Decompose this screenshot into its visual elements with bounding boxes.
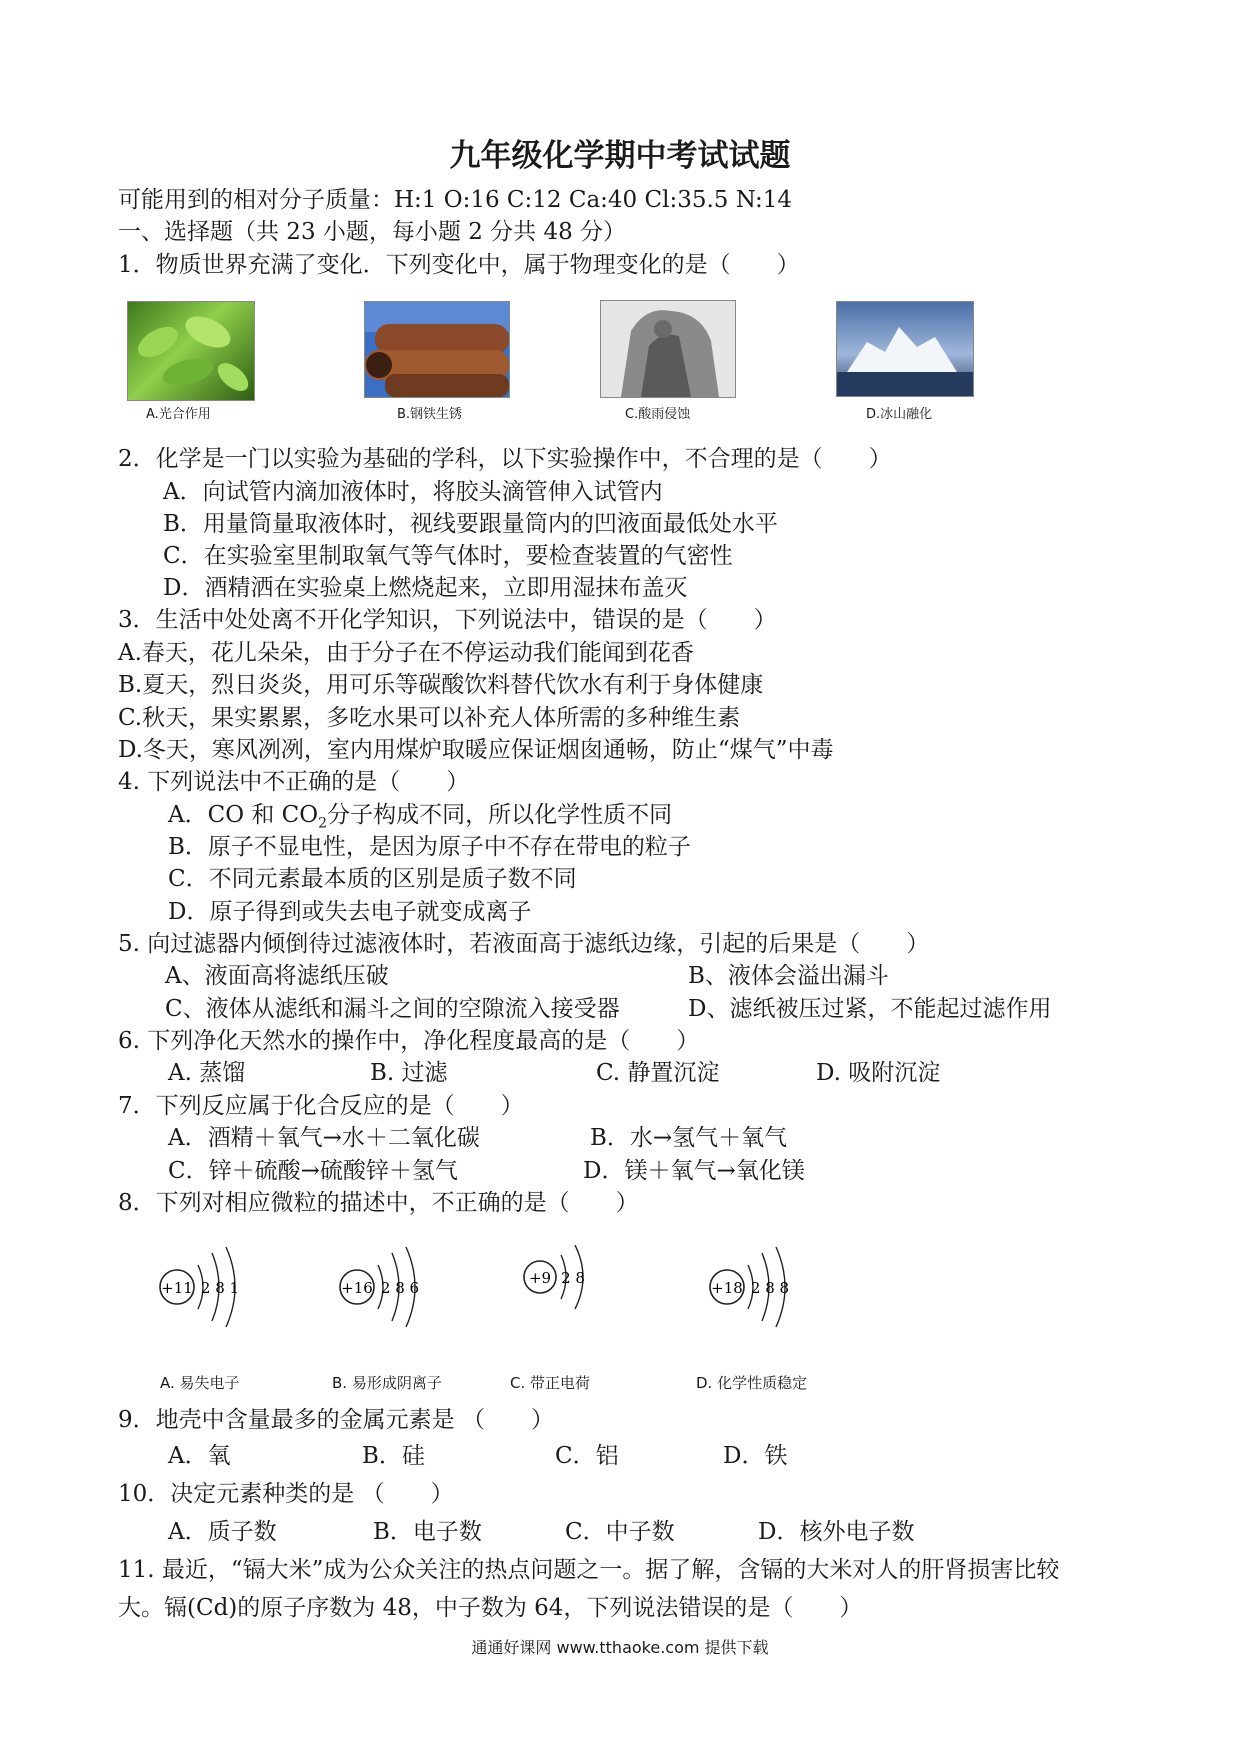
q2-option-d: D．酒精洒在实验桌上燃烧起来，立即用湿抹布盖灭 [163, 575, 688, 601]
q3-stem: 3．生活中处处离不开化学知识，下列说法中，错误的是（ ） [118, 607, 777, 633]
q3-option-b: B.夏天，烈日炎炎，用可乐等碳酸饮料替代饮水有利于身体健康 [118, 672, 764, 698]
q6-stem: 6. 下列净化天然水的操作中，净化程度最高的是（ ） [118, 1028, 700, 1054]
q11-line-1: 11. 最近，“镉大米”成为公众关注的热点问题之一。据了解，含镉的大米对人的肝肾损害比较 [118, 1557, 1060, 1583]
q9-option-d: D．铁 [723, 1443, 788, 1469]
atom-diagram-d [700, 1245, 810, 1330]
q8-caption-b: B. 易形成阴离子 [332, 1374, 442, 1392]
q10-option-d: D．核外电子数 [758, 1519, 915, 1545]
q10-option-a: A．质子数 [168, 1519, 277, 1545]
q11-line-2: 大。镉(Cd)的原子序数为 48，中子数为 64，下列说法错误的是（ ） [118, 1595, 863, 1621]
q2-stem: 2．化学是一门以实验为基础的学科，以下实验操作中，不合理的是（ ） [118, 446, 892, 472]
q1-caption-a: A.光合作用 [146, 407, 211, 422]
q8-caption-d: D. 化学性质稳定 [696, 1374, 808, 1392]
q1-caption-c: C.酸雨侵蚀 [625, 407, 691, 422]
rusty-pipes-icon [365, 302, 509, 397]
atom-b-shells: 2 8 6 [380, 1279, 420, 1297]
section-heading: 一、选择题（共 23 小题，每小题 2 分共 48 分） [118, 219, 627, 245]
q6-option-b: B. 过滤 [370, 1060, 448, 1086]
atom-a-shells: 2 8 1 [200, 1279, 240, 1297]
q1-caption-d: D.冰山融化 [866, 407, 933, 422]
q8-caption-a: A. 易失电子 [160, 1374, 240, 1392]
q7-option-c: C．锌＋硫酸→硫酸锌＋氢气 [168, 1158, 458, 1184]
atom-b-nucleus: +16 [341, 1279, 373, 1297]
q4-option-d: D．原子得到或失去电子就变成离子 [168, 899, 532, 925]
iceberg-icon [837, 302, 973, 396]
q1-caption-b: B.钢铁生锈 [397, 407, 463, 422]
q4-option-b: B．原子不显电性，是因为原子中不存在带电的粒子 [168, 834, 691, 860]
q4-option-c: C．不同元素最本质的区别是质子数不同 [168, 866, 577, 892]
q8-caption-c: C. 带正电荷 [510, 1374, 591, 1392]
q9-option-b: B．硅 [362, 1443, 425, 1469]
page-title: 九年级化学期中考试试题 [449, 138, 791, 174]
leaves-icon [128, 302, 254, 400]
q5-option-a: A、液面高将滤纸压破 [165, 963, 389, 989]
q5-option-c: C、液体从滤纸和漏斗之间的空隙流入接受器 [165, 996, 620, 1022]
q6-option-d: D. 吸附沉淀 [816, 1060, 941, 1086]
atom-c-shells: 2 8 [561, 1269, 585, 1287]
q1-stem: 1．物质世界充满了变化．下列变化中，属于物理变化的是（ ） [118, 252, 800, 278]
acid-rain-statue-image [600, 300, 736, 398]
atom-diagram-a [150, 1245, 260, 1330]
q3-option-c: C.秋天，果实累累，多吃水果可以补充人体所需的多种维生素 [118, 705, 741, 731]
q4-stem: 4. 下列说法中不正确的是（ ） [118, 769, 470, 795]
q6-option-c: C. 静置沉淀 [596, 1060, 720, 1086]
q2-option-c: C．在实验室里制取氧气等气体时，要检查装置的气密性 [163, 543, 733, 569]
q5-option-b: B、液体会溢出漏斗 [688, 963, 889, 989]
q7-option-d: D．镁＋氧气→氧化镁 [583, 1158, 805, 1184]
q5-option-d: D、滤纸被压过紧，不能起过滤作用 [688, 996, 1052, 1022]
q3-option-a: A.春天，花儿朵朵，由于分子在不停运动我们能闻到花香 [118, 640, 694, 666]
iceberg-image [836, 301, 974, 397]
atom-diagram-b [330, 1245, 440, 1330]
q7-option-b: B．水→氢气＋氧气 [590, 1125, 788, 1151]
eroded-statue-icon [601, 301, 735, 397]
rusty-steel-image [364, 301, 510, 398]
q9-option-a: A．氧 [168, 1443, 231, 1469]
page-footer: 通通好课网 www.tthaoke.com 提供下载 [471, 1638, 769, 1657]
q7-option-a: A．酒精＋氧气→水＋二氧化碳 [168, 1125, 480, 1151]
photosynthesis-image [127, 301, 255, 401]
q8-stem: 8．下列对相应微粒的描述中，不正确的是（ ） [118, 1190, 639, 1216]
q6-option-a: A. 蒸馏 [168, 1060, 246, 1086]
q5-stem: 5. 向过滤器内倾倒待过滤液体时，若液面高于滤纸边缘，引起的后果是（ ） [118, 931, 930, 957]
q10-option-b: B．电子数 [373, 1519, 482, 1545]
q7-stem: 7．下列反应属于化合反应的是（ ） [118, 1093, 524, 1119]
atom-diagram-c [515, 1245, 615, 1330]
q4-option-a: A．CO 和 $CO_2$分子构成不同，所以化学性质不同 [168, 802, 673, 832]
atom-c-nucleus: +9 [528, 1269, 552, 1287]
q10-option-c: C．中子数 [565, 1519, 675, 1545]
atom-d-shells: 2 8 8 [750, 1279, 790, 1297]
atom-a-nucleus: +11 [161, 1279, 193, 1297]
atom-d-nucleus: +18 [711, 1279, 743, 1297]
q10-stem: 10．决定元素种类的是 （ ） [118, 1481, 454, 1507]
q2-option-a: A．向试管内滴加液体时，将胶头滴管伸入试管内 [163, 479, 663, 505]
q3-option-d: D.冬天，寒风冽冽，室内用煤炉取暖应保证烟囱通畅，防止“煤气”中毒 [118, 737, 834, 763]
q9-option-c: C．铝 [555, 1443, 619, 1469]
q9-stem: 9．地壳中含量最多的金属元素是 （ ） [118, 1407, 554, 1433]
q2-option-b: B．用量筒量取液体时，视线要跟量筒内的凹液面最低处水平 [163, 511, 778, 537]
relative-masses: 可能用到的相对分子质量：H:1 O:16 C:12 Ca:40 Cl:35.5 N:14 [118, 187, 793, 213]
